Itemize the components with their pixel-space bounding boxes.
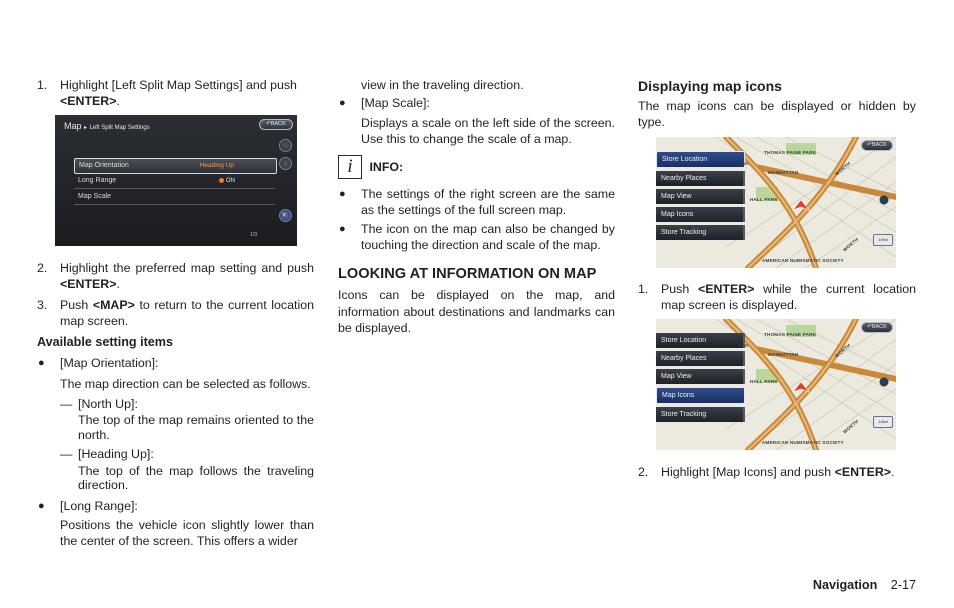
map-label: THOMAS PAINE PARK — [764, 150, 817, 155]
back-arrow-icon: ↶ — [867, 142, 872, 148]
setting-map-scale[interactable]: Map Scale — [74, 190, 275, 205]
map-label: MANHATTAN — [768, 170, 799, 175]
step-3: 3. Push <MAP> to return to the current location map screen. — [37, 297, 314, 328]
setting-map-orientation[interactable]: Map Orientation Heading Up — [74, 158, 277, 174]
back-arrow-icon: ↶ — [867, 324, 872, 330]
back-button[interactable]: ↶BACK — [861, 140, 893, 151]
back-arrow-icon: ↶ — [266, 121, 271, 127]
heading-up-description: The top of the map follows the traveling direction. — [78, 463, 314, 493]
displaying-map-icons-intro: The map icons can be displayed or hidden by type. — [638, 99, 916, 130]
menu-nearby-places[interactable]: Nearby Places — [656, 351, 745, 366]
bullet-map-orientation: ● [Map Orientation]: — [38, 356, 159, 371]
info-item-2: ● The icon on the map can also be changed by touching the direction and scale of the map. — [339, 221, 615, 253]
map-label: AMERICAN NUMISMATIC SOCIETY — [762, 258, 844, 263]
footer-section: Navigation — [812, 578, 878, 592]
map-scale-button[interactable]: 1/8mi — [873, 234, 893, 246]
map-label: HALL PARK — [750, 379, 778, 384]
heading-up-item: — [Heading Up]: — [60, 447, 154, 462]
bullet-icon: ● — [38, 357, 45, 370]
map-menu — [656, 331, 748, 425]
info-item-1: ● The settings of the right screen are the same as the settings of the full screen map. — [339, 187, 615, 218]
map-label: MANHATTAN — [768, 352, 799, 357]
menu-nearby-places[interactable]: Nearby Places — [656, 171, 745, 186]
breadcrumb-arrow-icon: ▸ — [84, 125, 88, 131]
north-up-item: — [North Up]: — [60, 397, 138, 412]
column-1-lower — [37, 260, 314, 550]
menu-map-icons[interactable]: Map Icons — [656, 387, 745, 404]
column-3 — [638, 77, 916, 131]
info-header: i INFO: — [338, 155, 615, 181]
column-1 — [37, 77, 314, 110]
map-label: WORTH — [842, 418, 860, 435]
long-range-toggle[interactable]: ON — [219, 174, 235, 188]
step-1: 1. Push <ENTER> while the current location map screen is displayed. — [638, 282, 916, 313]
step-2: 2. Highlight [Map Icons] and push <ENTER>. — [638, 465, 895, 479]
section-body: Icons can be displayed on the map, and information about destinations and landmarks can be displayed. — [338, 288, 615, 335]
page-footer — [813, 577, 916, 593]
bullet-icon: ● — [339, 222, 346, 235]
menu-store-tracking[interactable]: Store Tracking — [656, 407, 745, 422]
scroll-up-knob[interactable] — [279, 139, 292, 152]
step-1: 1. Highlight [Left Split Map Settings] and push <ENTER>. — [37, 78, 297, 109]
menu-map-view[interactable]: Map View — [656, 369, 745, 384]
scroll-knob[interactable] — [279, 157, 292, 170]
setting-long-range[interactable]: Long Range ON — [74, 174, 275, 189]
map-label: AMERICAN NUMISMATIC SOCIETY — [762, 440, 844, 445]
bullet-map-scale: ● [Map Scale]: — [339, 96, 430, 111]
displaying-map-icons-heading: Displaying map icons — [638, 78, 782, 94]
settings-list — [69, 155, 275, 235]
map-screen-1 — [656, 137, 896, 268]
left-split-map-settings-screen — [55, 115, 297, 246]
screen-title: Map ▸ Left Split Map Settings — [64, 121, 150, 131]
map-label: WORTH — [842, 236, 860, 253]
page-number: 2-17 — [890, 578, 916, 592]
map-label: ORK — [738, 343, 749, 348]
long-range-description: Positions the vehicle icon slightly lower than the center of the screen. This offers a wider — [60, 517, 314, 549]
column-3-step-1 — [638, 281, 916, 314]
menu-store-location[interactable]: Store Location — [656, 151, 745, 168]
map-screen-2 — [656, 319, 896, 450]
menu-map-icons[interactable]: Map Icons — [656, 207, 745, 222]
north-up-description: The top of the map remains oriented to the north. — [78, 413, 314, 442]
map-menu — [656, 149, 748, 243]
back-button[interactable]: ↶BACK — [861, 322, 893, 333]
menu-store-tracking[interactable]: Store Tracking — [656, 225, 745, 240]
map-label: WORTH — [834, 160, 852, 177]
section-heading: LOOKING AT INFORMATION ON MAP — [338, 266, 597, 283]
bullet-icon: ● — [339, 97, 346, 110]
chevron-down-icon: ˅ — [282, 212, 287, 219]
orientation-description: The map direction can be selected as follows. — [60, 376, 311, 391]
info-box — [338, 155, 615, 253]
map-label: HALL PARK — [750, 197, 778, 202]
menu-store-location[interactable]: Store Location — [656, 333, 745, 348]
back-button[interactable]: ↶BACK — [259, 119, 293, 130]
map-label: THOMAS PAINE PARK — [764, 332, 817, 337]
map-scale-button[interactable]: 1/8mi — [873, 416, 893, 428]
bullet-icon: ● — [38, 499, 45, 512]
map-label: WORTH — [834, 342, 852, 359]
bullet-icon: ● — [339, 188, 346, 201]
available-settings-heading: Available setting items — [37, 335, 174, 350]
info-icon: i — [338, 155, 362, 179]
column-2 — [338, 77, 615, 336]
menu-map-view[interactable]: Map View — [656, 189, 745, 204]
map-scale-description: Displays a scale on the left side of the screen. Use this to change the scale of a map. — [361, 115, 615, 146]
map-label: ORK — [738, 161, 749, 166]
bullet-long-range: ● [Long Range]: — [38, 498, 138, 513]
step-2: 2. Highlight the preferred map setting and push <ENTER>. — [37, 261, 314, 292]
indicator-led-icon — [219, 178, 224, 183]
scroll-down-knob[interactable] — [279, 209, 292, 222]
page-indicator: 1/3 — [250, 231, 257, 238]
long-range-description-cont: view in the traveling direction. — [361, 78, 524, 92]
column-3-step-2 — [638, 464, 928, 480]
